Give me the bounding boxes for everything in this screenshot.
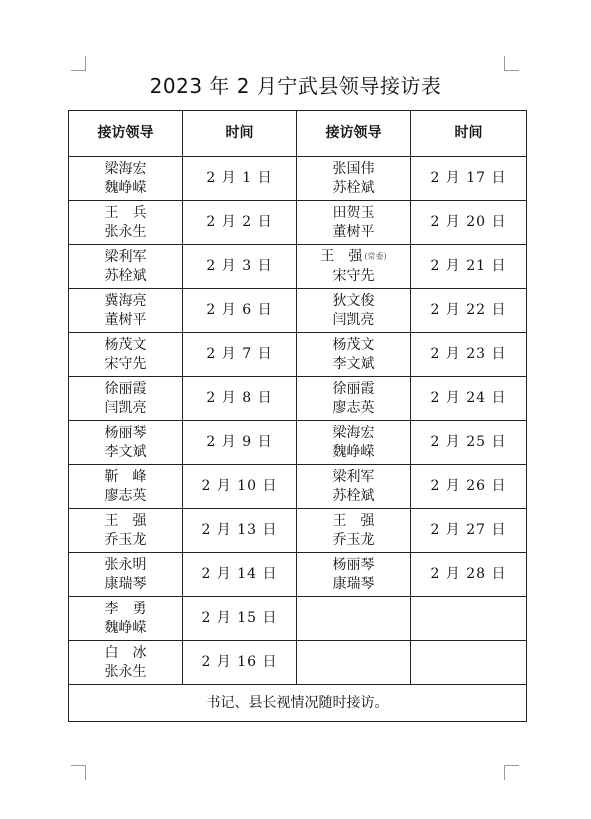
- leader-name-2: 廖志英: [332, 399, 375, 416]
- leader-cell-left: [69, 465, 183, 509]
- leader-name-2: 闫凯亮: [332, 311, 375, 328]
- leader-name-text: 张永明: [104, 556, 147, 573]
- table-header-row: [69, 111, 527, 157]
- crop-mark-top-left: [71, 56, 86, 71]
- leader-name-2: 宋守先: [104, 355, 147, 372]
- leader-name-1: [69, 600, 182, 619]
- header-leader-left: 接访领导: [69, 111, 183, 157]
- date-cell-right: 2 月 22 日: [411, 289, 527, 333]
- leader-cell-left: [69, 245, 183, 289]
- date-cell-right: [411, 597, 527, 641]
- leader-name-2: 闫凯亮: [104, 399, 147, 416]
- leader-name-text: 王 强: [320, 248, 363, 265]
- table-footer-row: [69, 685, 527, 722]
- leader-name-text: 狄文俊: [332, 292, 375, 309]
- date-cell-right: 2 月 20 日: [411, 201, 527, 245]
- leader-name-2: 廖志英: [104, 487, 147, 504]
- leader-name-1: [69, 468, 182, 487]
- leader-cell-right: [297, 597, 411, 641]
- leader-name-1: [69, 556, 182, 575]
- date-cell-right: 2 月 21 日: [411, 245, 527, 289]
- leader-name-text: 王 兵: [104, 204, 147, 221]
- date-cell-left: 2 月 9 日: [183, 421, 297, 465]
- leader-name-1: [69, 644, 182, 663]
- leader-name-text: 梁海宏: [104, 160, 147, 177]
- leader-cell-left: [69, 641, 183, 685]
- leader-name-2: 李文斌: [104, 443, 147, 460]
- table-row: [69, 157, 527, 201]
- leader-name-2: 乔玉龙: [332, 531, 375, 548]
- leader-name-1: [69, 512, 182, 531]
- date-cell-left: 2 月 13 日: [183, 509, 297, 553]
- leader-name-1: [297, 160, 410, 179]
- date-cell-right: 2 月 25 日: [411, 421, 527, 465]
- leader-name-text: 徐丽霞: [332, 380, 375, 397]
- leader-name-1: [69, 204, 182, 223]
- leader-name-1: [297, 380, 410, 399]
- leader-cell-left: [69, 421, 183, 465]
- date-cell-left: 2 月 10 日: [183, 465, 297, 509]
- leader-cell-right: [297, 553, 411, 597]
- leader-name-1: [69, 160, 182, 179]
- date-cell-right: 2 月 28 日: [411, 553, 527, 597]
- leader-name-1: [297, 556, 410, 575]
- table-row: [69, 641, 527, 685]
- leader-name-1: [69, 248, 182, 267]
- leader-name-2: 魏峥嵘: [332, 443, 375, 460]
- leader-role-note: (常委): [364, 252, 387, 262]
- leader-name-text: 李 勇: [104, 600, 147, 617]
- leader-name-1: [297, 512, 410, 531]
- leader-name-1: [297, 424, 410, 443]
- date-cell-right: 2 月 23 日: [411, 333, 527, 377]
- leader-name-2: 董树平: [104, 311, 147, 328]
- leader-name-1: [297, 204, 410, 223]
- leader-cell-right: [297, 289, 411, 333]
- reception-schedule-table: [68, 110, 527, 722]
- crop-mark-bottom-right: [504, 765, 519, 780]
- leader-name-2: 苏栓斌: [104, 267, 147, 284]
- leader-name-2: 董树平: [332, 223, 375, 240]
- header-time-left: 时间: [183, 111, 297, 157]
- leader-cell-left: [69, 201, 183, 245]
- leader-cell-right: [297, 157, 411, 201]
- leader-name-2: 魏峥嵘: [104, 179, 147, 196]
- leader-name-text: 白 冰: [104, 644, 147, 661]
- leader-name-1: [297, 468, 410, 487]
- leader-cell-left: [69, 289, 183, 333]
- crop-mark-bottom-left: [71, 765, 86, 780]
- leader-cell-right: [297, 509, 411, 553]
- date-cell-right: 2 月 26 日: [411, 465, 527, 509]
- date-cell-right: 2 月 17 日: [411, 157, 527, 201]
- leader-name-text: 田贺玉: [332, 204, 375, 221]
- leader-cell-left: [69, 553, 183, 597]
- table-row: [69, 421, 527, 465]
- leader-cell-left: [69, 333, 183, 377]
- leader-name-1: [69, 380, 182, 399]
- table-row: [69, 201, 527, 245]
- leader-name-1: [69, 292, 182, 311]
- leader-name-2: 康瑞琴: [332, 575, 375, 592]
- table-row: [69, 509, 527, 553]
- leader-name-1: [69, 336, 182, 355]
- leader-name-2: 苏栓斌: [332, 487, 375, 504]
- leader-name-text: 杨丽琴: [104, 424, 147, 441]
- leader-name-1: [297, 336, 410, 355]
- date-cell-left: 2 月 6 日: [183, 289, 297, 333]
- date-cell-left: 2 月 16 日: [183, 641, 297, 685]
- leader-name-2: 康瑞琴: [104, 575, 147, 592]
- leader-name-text: 杨丽琴: [332, 556, 375, 573]
- document-title: 2023 年 2 月宁武县领导接访表: [149, 74, 442, 98]
- leader-name-2: 乔玉龙: [104, 531, 147, 548]
- leader-cell-right: [297, 201, 411, 245]
- table-row: [69, 597, 527, 641]
- leader-name-text: 梁利军: [104, 248, 147, 265]
- date-cell-left: 2 月 3 日: [183, 245, 297, 289]
- date-cell-left: 2 月 8 日: [183, 377, 297, 421]
- footer-note: 书记、县长视情况随时接访。: [69, 685, 527, 722]
- leader-name-2: 张永生: [104, 663, 147, 680]
- leader-name-1: [297, 247, 410, 267]
- leader-name-2: 苏栓斌: [332, 179, 375, 196]
- leader-cell-right: [297, 245, 411, 289]
- leader-name-text: 梁海宏: [332, 424, 375, 441]
- leader-name-2: 魏峥嵘: [104, 619, 147, 636]
- leader-name-text: 徐丽霞: [104, 380, 147, 397]
- leader-name-1: [69, 424, 182, 443]
- leader-cell-right: [297, 465, 411, 509]
- leader-name-text: 杨茂文: [332, 336, 375, 353]
- leader-name-text: 王 强: [332, 512, 375, 529]
- crop-mark-top-right: [504, 56, 519, 71]
- table-row: [69, 553, 527, 597]
- leader-cell-left: [69, 509, 183, 553]
- header-leader-right: 接访领导: [297, 111, 411, 157]
- leader-name-text: 冀海亮: [104, 292, 147, 309]
- leader-name-2: 张永生: [104, 223, 147, 240]
- leader-name-text: 杨茂文: [104, 336, 147, 353]
- date-cell-left: 2 月 1 日: [183, 157, 297, 201]
- leader-cell-left: [69, 377, 183, 421]
- leader-name-2: 李文斌: [332, 355, 375, 372]
- date-cell-left: 2 月 7 日: [183, 333, 297, 377]
- leader-cell-right: [297, 333, 411, 377]
- header-time-right: 时间: [411, 111, 527, 157]
- date-cell-left: 2 月 2 日: [183, 201, 297, 245]
- date-cell-left: 2 月 14 日: [183, 553, 297, 597]
- leader-cell-right: [297, 377, 411, 421]
- leader-cell-right: [297, 641, 411, 685]
- leader-name-text: 张国伟: [332, 160, 375, 177]
- leader-name-1: [297, 292, 410, 311]
- leader-name-text: 靳 峰: [104, 468, 147, 485]
- leader-name-text: 王 强: [104, 512, 147, 529]
- date-cell-right: [411, 641, 527, 685]
- leader-cell-left: [69, 597, 183, 641]
- table-row: [69, 465, 527, 509]
- date-cell-left: 2 月 15 日: [183, 597, 297, 641]
- table-row: [69, 289, 527, 333]
- table-row: [69, 245, 527, 289]
- date-cell-right: 2 月 27 日: [411, 509, 527, 553]
- leader-cell-left: [69, 157, 183, 201]
- leader-name-2: 宋守先: [332, 267, 375, 284]
- date-cell-right: 2 月 24 日: [411, 377, 527, 421]
- leader-cell-right: [297, 421, 411, 465]
- table-row: [69, 333, 527, 377]
- leader-name-text: 梁利军: [332, 468, 375, 485]
- table-row: [69, 377, 527, 421]
